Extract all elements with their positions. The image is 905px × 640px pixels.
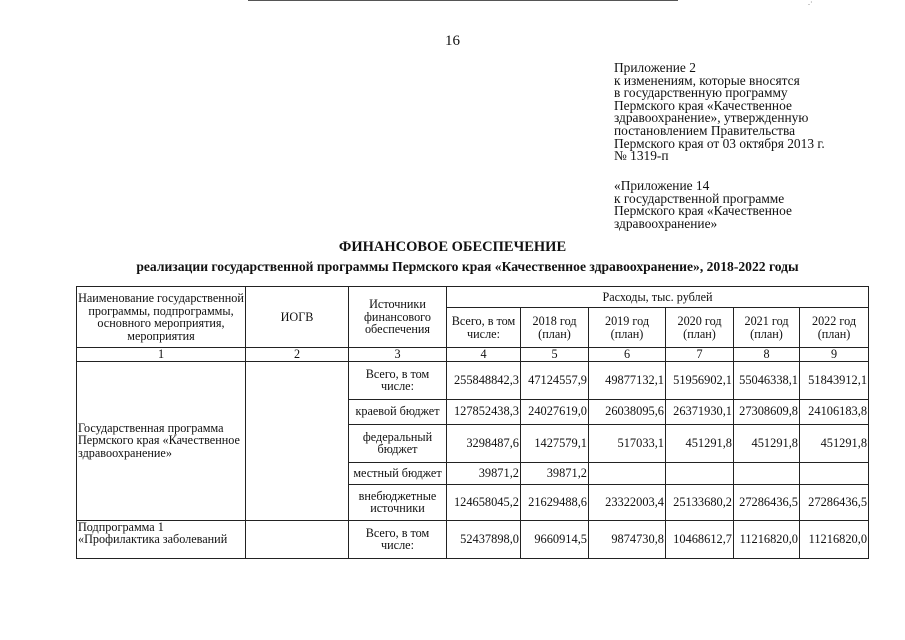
value-cell <box>800 462 869 484</box>
value-cell: 3298487,6 <box>447 424 521 462</box>
header-sources: Источники финансового обеспечения <box>349 287 447 348</box>
appendix-line: Пермского края «Качественное <box>614 203 792 219</box>
value-cell: 24106183,8 <box>800 399 869 424</box>
value-cell: 26038095,6 <box>589 399 666 424</box>
appendix-line: к государственной программе <box>614 190 785 206</box>
appendix-line: Приложение 2 <box>614 60 696 75</box>
value-cell: 25133680,2 <box>666 484 734 520</box>
value-cell: 451291,8 <box>800 424 869 462</box>
column-number: 1 <box>77 348 246 362</box>
value-cell: 27308609,8 <box>734 399 800 424</box>
top-rule <box>248 0 678 1</box>
value-cell: 24027619,0 <box>521 399 589 424</box>
value-cell: 11216820,0 <box>800 520 869 558</box>
value-cell: 26371930,1 <box>666 399 734 424</box>
appendix-line: «Приложение 14 <box>614 178 710 193</box>
header-2021: 2021 год (план) <box>734 308 800 348</box>
value-cell: 23322003,4 <box>589 484 666 520</box>
value-cell: 27286436,5 <box>800 484 869 520</box>
value-cell: 11216820,0 <box>734 520 800 558</box>
source-cell: Всего, в том числе: <box>349 520 447 558</box>
appendix-line: № 1319-п <box>614 148 669 164</box>
header-total: Всего, в том числе: <box>447 308 521 348</box>
header-iogv: ИОГВ <box>246 287 349 348</box>
document-title: ФИНАНСОВОЕ ОБЕСПЕЧЕНИЕ <box>338 239 567 255</box>
value-cell: 51956902,1 <box>666 361 734 399</box>
column-number: 4 <box>447 348 521 362</box>
subprogram-iogv <box>246 520 349 558</box>
value-cell: 9874730,8 <box>589 520 666 558</box>
column-number-row <box>77 348 869 362</box>
appendix-line: постановлением Правительства <box>614 122 796 138</box>
value-cell: 51843912,1 <box>800 361 869 399</box>
document-subtitle: реализации государственной программы Пермского края «Качественное здравоохранение», 2018-2022 годы <box>136 259 799 274</box>
appendix-line: в государственную программу <box>614 85 788 101</box>
value-cell: 127852438,3 <box>447 399 521 424</box>
page-number: 16 <box>445 33 460 49</box>
header-2022: 2022 год (план) <box>800 308 869 348</box>
header-expenses: Расходы, тыс. рублей <box>447 287 869 308</box>
value-cell: 517033,1 <box>589 424 666 462</box>
value-cell: 124658045,2 <box>447 484 521 520</box>
appendix-line: к изменениям, которые вносятся <box>614 72 800 88</box>
source-cell: федеральный бюджет <box>349 424 447 462</box>
value-cell: 10468612,7 <box>666 520 734 558</box>
value-cell: 39871,2 <box>447 462 521 484</box>
header-name: Наименование государственной программы, подпрограммы, основного мероприятия, мероприятия <box>77 287 246 348</box>
value-cell <box>589 462 666 484</box>
table-row <box>77 361 869 399</box>
value-cell <box>666 462 734 484</box>
program-iogv <box>246 361 349 520</box>
column-number: 9 <box>800 348 869 362</box>
value-cell: 9660914,5 <box>521 520 589 558</box>
value-cell: 451291,8 <box>734 424 800 462</box>
appendix-line: здравоохранение» <box>614 215 718 231</box>
source-cell: внебюджетные источники <box>349 484 447 520</box>
value-cell <box>734 462 800 484</box>
value-cell: 27286436,5 <box>734 484 800 520</box>
source-cell: Всего, в том числе: <box>349 361 447 399</box>
column-number: 2 <box>246 348 349 362</box>
header-2020: 2020 год (план) <box>666 308 734 348</box>
value-cell: 255848842,3 <box>447 361 521 399</box>
corner-mark: .· <box>808 0 813 7</box>
value-cell: 55046338,1 <box>734 361 800 399</box>
value-cell: 451291,8 <box>666 424 734 462</box>
column-number: 6 <box>589 348 666 362</box>
value-cell: 39871,2 <box>521 462 589 484</box>
value-cell: 47124557,9 <box>521 361 589 399</box>
finance-table <box>76 286 869 559</box>
column-number: 5 <box>521 348 589 362</box>
appendix-sub <box>614 180 874 230</box>
value-cell: 49877132,1 <box>589 361 666 399</box>
source-cell: местный бюджет <box>349 462 447 484</box>
appendix-header <box>614 62 874 163</box>
appendix-line: здравоохранение», утвержденную <box>614 110 809 126</box>
column-number: 7 <box>666 348 734 362</box>
appendix-line: Пермского края «Качественное <box>614 97 792 113</box>
appendix-line: Пермского края от 03 октября 2013 г. <box>614 135 825 151</box>
value-cell: 21629488,6 <box>521 484 589 520</box>
program-name: Государственная программа Пермского края «Качественное здравоохранение» <box>77 361 246 520</box>
source-cell: краевой бюджет <box>349 399 447 424</box>
value-cell: 1427579,1 <box>521 424 589 462</box>
column-number: 3 <box>349 348 447 362</box>
header-2019: 2019 год (план) <box>589 308 666 348</box>
subprogram-name: Подпрограмма 1 «Профилактика заболеваний <box>77 520 246 558</box>
column-number: 8 <box>734 348 800 362</box>
header-2018: 2018 год (план) <box>521 308 589 348</box>
table-row <box>77 520 869 558</box>
value-cell: 52437898,0 <box>447 520 521 558</box>
